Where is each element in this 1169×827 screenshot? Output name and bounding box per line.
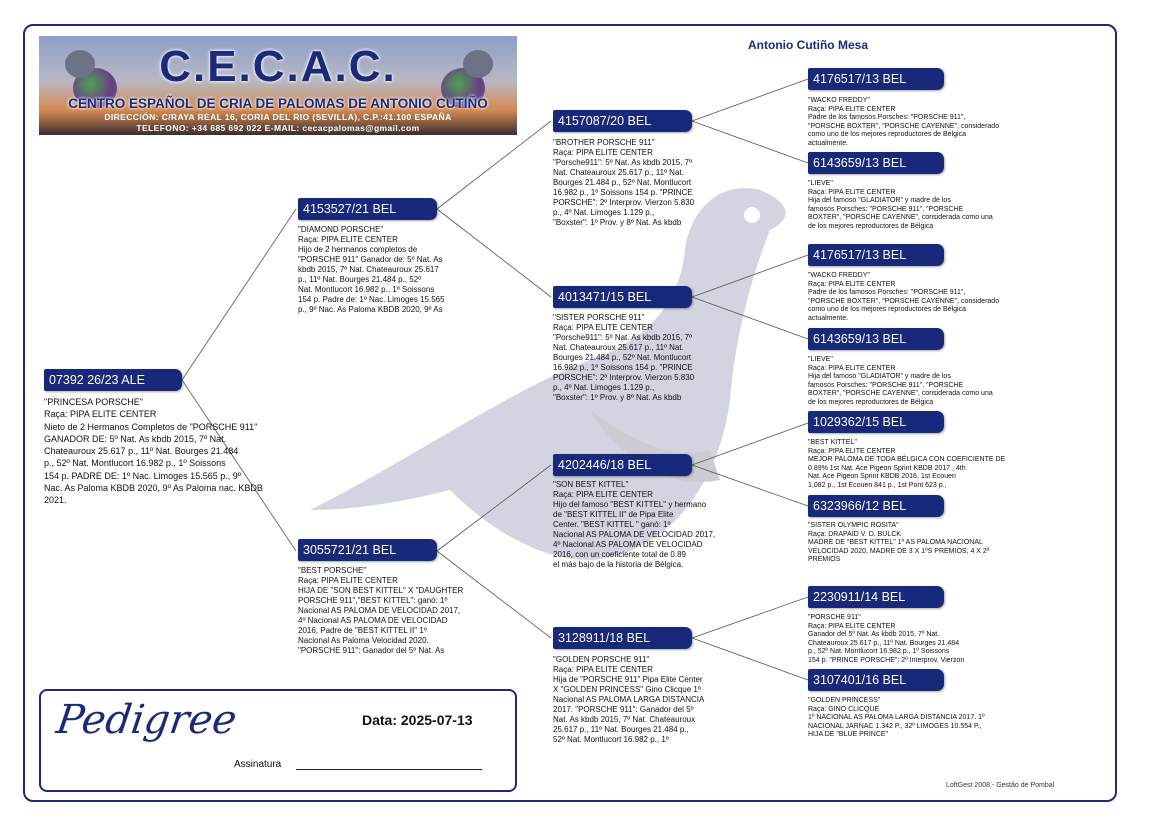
subject-ring-number[interactable]: 07392 26/23 ALE bbox=[44, 369, 182, 391]
logo-subtitle: CENTRO ESPAÑOL DE CRIA DE PALOMAS DE ANTONIO CUTIÑO bbox=[68, 96, 488, 111]
grandsire-maternal-ring-number[interactable]: 4202446/18 BEL bbox=[553, 454, 692, 476]
granddam-paternal-info: "SISTER PORSCHE 911" Raça: PIPA ELITE CENTER "Porsche911": 5º Nat. As kbdb 2015, 7º Nat. Chateauroux 25.617 p., 11º Nat. Bourges 21.484 p., 52º Nat. Montlucort 16.982 p., 1º Soissons 154 p. "PRINCE PORSCHE": 2º Interprov. Vierzon 5.830 p., 4º Nat. Limoges 1.129 p., "Boxster": 1º Prov. y 8º Nat. As kbdb bbox=[553, 313, 695, 402]
ggp-5-ring-number[interactable]: 1029362/15 BEL bbox=[808, 411, 944, 433]
ggp-7-info: "PORSCHE 911" Raça: PIPA ELITE CENTER Ganador del 5º Nat. As kbdb 2015, 7º Nat. Chateauroux 25.617 p., 11º Nat. Bourges 21.484 p., 52º Nat. Montlucort 16.982 p., 1º Soissons 154 p. "PRINCE PORSCHE": 2º Interprov. Vierzon bbox=[808, 614, 965, 664]
grandsire-maternal-info: "SON BEST KITTEL" Raça: PIPA ELITE CENTER Hijo del famoso "BEST KITTEL" y hermano de "BEST KITTEL II" de Pipa Elite Center. "BEST KITTEL " ganó: 1º Nacional AS PALOMA DE VELOCIDAD 2017, 4º Nacional AS PALOMA DE VELOCIDAD 2016, con un coeficiente total de 0.89 el más bajo de la historia de Bélgica. bbox=[553, 480, 716, 569]
granddam-paternal-ring-number[interactable]: 4013471/15 BEL bbox=[553, 286, 692, 308]
ggp-4-info: "LIEVE" Raça: PIPA ELITE CENTER Hija del famoso "GLADIATOR" y madre de los famosos Porsches: "PORSCHE 911", "PORSCHE BOXTER", "PORSCHE CAYENNE", considerada como una de los mejores reproductores de Bélgica bbox=[808, 356, 993, 406]
ggp-6-info: "SISTER OLYMPIC ROSITA" Raça: DRAPAID V. D. BULCK MADRE DE "BEST KITTEL" 1º AS PALOMA NACIONAL VELOCIDAD 2020, MADRE DE 3 X 1ºS PREMIOS, 4 X 2º PREMIOS bbox=[808, 522, 990, 564]
sire-ring-number[interactable]: 4153527/21 BEL bbox=[298, 198, 437, 220]
owner-name: Antonio Cutiño Mesa bbox=[748, 38, 868, 52]
ggp-5-info: "BEST KITTEL" Raça: PIPA ELITE CENTER MEJOR PALOMA DE TODA BÉLGICA CON COEFICIENTE DE 0.89% 1st Nat. Ace Pigeon Sprint KBDB 2017 , 4th Nat. Ace Pigeon Sprint KBDB 2016, 1st Ecouen 1,082 p., 1st Ecouen 841 p., 1st Pont 623 p., bbox=[808, 439, 1006, 489]
ggp-1-ring-number[interactable]: 4176517/13 BEL bbox=[808, 68, 944, 90]
signature-label: Assinatura bbox=[234, 759, 282, 770]
sire-info: "DIAMOND PORSCHE" Raça: PIPA ELITE CENTER Hijo de 2 hermanos completos de "PORSCHE 911" Ganador de: 5º Nat. As kbdb 2015, 7º Nat. Chateauroux 25.617 p., 11º Nat. Bourges 21.484 p., 52º Nat. Montlucort 16.982 p., 1º Soissons 154 p. Padre de: 1º Nac. Limoges 15.565 p., 9º Nac. As Paloma KBDB 2020, 9º As bbox=[298, 225, 445, 314]
logo-address: DIRECCIÓN: C/RAYA REAL 16, CORIA DEL RIO (SEVILLA), C.P.:41.100 ESPAÑA bbox=[104, 112, 452, 122]
logo-title: C.E.C.A.C. bbox=[159, 42, 397, 91]
ggp-2-info: "LIEVE" Raça: PIPA ELITE CENTER Hija del famoso "GLADIATOR" y madre de los famosos Porsches: "PORSCHE 911", "PORSCHE BOXTER", "PORSCHE CAYENNE", considerada como una de los mejores reproductores de Bélgica bbox=[808, 180, 993, 230]
date-label: Data: 2025-07-13 bbox=[362, 712, 473, 728]
ggp-6-ring-number[interactable]: 6323966/12 BEL bbox=[808, 495, 944, 517]
ggp-8-info: "GOLDEN PRINCESS" Raça: GINO CLICQUE 1º NACIONAL AS PALOMA LARGA DISTANCIA 2017. 1º NACIONAL JARNAC 1.342 P., 32º LIMOGES 10.554 P., HIJA DE "BLUE PRINCE" bbox=[808, 697, 985, 739]
logo-contact: TELEFONO: +34 685 692 022 E-MAIL: cecacpalomas@gmail.com bbox=[136, 123, 420, 133]
dam-info: "BEST PORSCHE" Raça: PIPA ELITE CENTER HIJA DE "SON BEST KITTEL" X "DAUGHTER PORSCHE 911","BEST KITTEL": ganó: 1º Nacional AS PALOMA DE VELOCIDAD 2017, 4º Nacional AS PALOMA DE VELOCIDAD 2016, Padre de "BEST KITTEL II" 1º Nacional As Paloma Velocidad 2020. "PORSCHE 911": Ganador del 5º Nat. As bbox=[298, 566, 464, 655]
software-credit: LoftGest 2008 - Gestão de Pombal bbox=[946, 782, 1055, 789]
pedigree-logo-text: Pedigree bbox=[53, 697, 240, 743]
ggp-7-ring-number[interactable]: 2230911/14 BEL bbox=[808, 586, 944, 608]
granddam-maternal-ring-number[interactable]: 3128911/18 BEL bbox=[553, 627, 692, 649]
grandsire-paternal-ring-number[interactable]: 4157087/20 BEL bbox=[553, 110, 692, 132]
subject-info: "PRINCESA PORSCHE" Raça: PIPA ELITE CENTER Nieto de 2 Hermanos Completos de "PORSCHE 911" GANADOR DE: 5º Nat. As kbdb 2015, 7º Nat. Chateauroux 25.617 p., 11º Nat. Bourges 21.484 p., 52º Nat. Montlucort 16.982 p., 1º Soissons 154 p. PADRE DE: 1º Nac. Limoges 15.565 p., 9º Nac. As Paloma KBDB 2020, 9º As Paloma nac. KBDB 2021. bbox=[44, 397, 263, 505]
ggp-8-ring-number[interactable]: 3107401/16 BEL bbox=[808, 669, 944, 691]
granddam-maternal-info: "GOLDEN PORSCHE 911" Raça: PIPA ELITE CENTER Hija de "PORSCHE 911" Pipa Elite Center X "GOLDEN PRINCESS" Gino Clicque 1º Nacional AS PALOMA LARGA DISTANCIA 2017. "PORSCHE 911": Ganador del 5º Nat. As kbdb 2015, 7º Nat. Chateauroux 25.617 p., 11º Nat. Bourges 21.484 p., 52º Nat. Montlucort 16.982 p., 1º bbox=[553, 655, 705, 744]
ggp-3-ring-number[interactable]: 4176517/13 BEL bbox=[808, 244, 944, 266]
ggp-2-ring-number[interactable]: 6143659/13 BEL bbox=[808, 152, 944, 174]
signature-line[interactable] bbox=[296, 769, 482, 770]
grandsire-paternal-info: "BROTHER PORSCHE 911" Raça: PIPA ELITE CENTER "Porsche911": 5º Nat. As kbdb 2015, 7º Nat. Chateauroux 25.617 p., 11º Nat. Bourges 21.484 p., 52º Nat. Montlucort 16.982 p., 1º Soissons 154 p. "PRINCE PORSCHE": 2º Interprov. Vierzon 5.830 p., 4º Nat. Limoges 1.129 p., "Boxster": 1º Prov. y 8º Nat. As kbdb bbox=[553, 138, 695, 227]
ggp-4-ring-number[interactable]: 6143659/13 BEL bbox=[808, 328, 944, 350]
ggp-1-info: "WACKO FREDDY" Raça: PIPA ELITE CENTER Padre de los famosos Porsches: "PORSCHE 911", "PORSCHE BOXTER", "PORSCHE CAYENNE", considerado como uno de los mejores reproductores de Bélgica actualmente. bbox=[808, 97, 1000, 147]
dam-ring-number[interactable]: 3055721/21 BEL bbox=[298, 539, 437, 561]
ggp-3-info: "WACKO FREDDY" Raça: PIPA ELITE CENTER Padre de los famosos Porsches: "PORSCHE 911", "PORSCHE BOXTER", "PORSCHE CAYENNE", considerado como uno de los mejores reproductores de Bélgica actualmente. bbox=[808, 272, 1000, 322]
